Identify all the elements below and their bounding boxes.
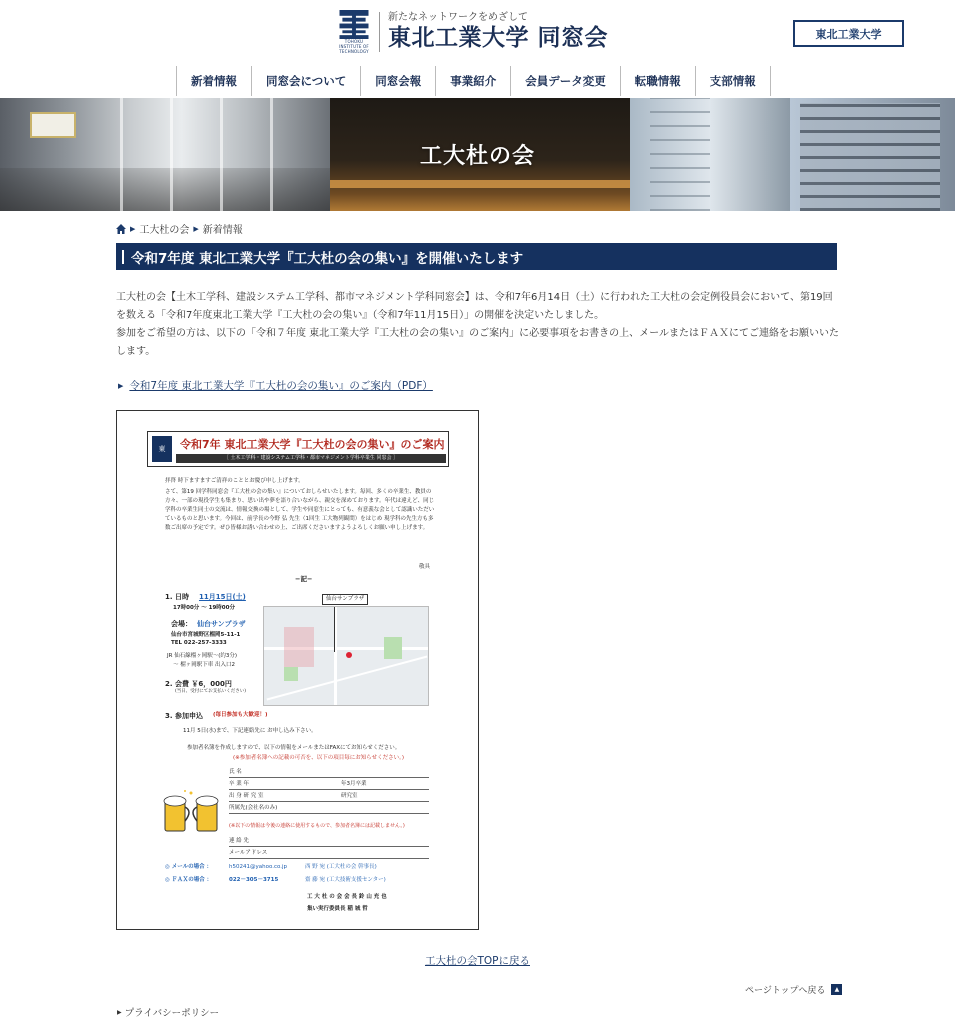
flyer-item1-time: 17時00分 ～ 19時00分	[173, 605, 235, 611]
flyer-access-1: JR 仙石線榴ヶ岡駅～(約3分)	[167, 653, 237, 659]
hero-banner	[0, 98, 955, 211]
page-top-button[interactable]	[745, 983, 842, 996]
nav-item-jobs[interactable]: 転職情報	[620, 66, 695, 96]
flyer-mail-person: 西 野 宛 (工大杜の会 幹事長)	[305, 864, 377, 870]
breadcrumb-arrow-icon: ▶	[130, 224, 136, 233]
arrow-up-icon[interactable]: ▲	[831, 984, 842, 995]
flyer-greeting: 拝啓 時下ますますご清祥のこととお慶び申し上げます。	[165, 478, 304, 484]
flyer-signature-1: 工 大 杜 の 会 会 長 鈴 山 充 也	[307, 894, 387, 900]
breadcrumb-arrow-icon: ▶	[193, 224, 199, 233]
site-logo[interactable]	[333, 10, 608, 54]
map-pin-icon	[346, 652, 352, 658]
flyer-mail-value: h50241@yahoo.co.jp	[229, 864, 288, 870]
flyer-form-row	[229, 778, 429, 790]
pdf-link[interactable]	[118, 378, 433, 393]
university-link-button[interactable]: 東北工業大学	[793, 20, 904, 47]
flyer-fax-value: 022－305－3715	[229, 877, 279, 883]
form-row-label: 出 身 研 究 室	[229, 793, 264, 799]
article-title: 令和7年度 東北工業大学『工大杜の会の集い』を開催いたします	[131, 250, 524, 267]
article-paragraph-1: 工大杜の会【土木工学科、建設システム工学科、都市マネジメント学科同窓会】は、令和7年6月14日（土）に行われた工大杜の会定例役員会において、第19回を数える「令和7年度東北工業大学『工大杜の会の集い』（令和7年11月15日）」の開催を決定いたしました。	[116, 292, 833, 321]
flyer-closing: 敬具	[419, 564, 431, 570]
flyer-item3-red-note: (※参加者名簿への記載の可否を、以下の項目毎にお知らせください。)	[233, 755, 404, 761]
link-arrow-icon: ▶	[118, 381, 124, 390]
flyer-header	[147, 431, 449, 467]
back-to-group-top-link[interactable]: 工大杜の会TOPに戻る	[424, 955, 530, 967]
map-label: 仙台サンプラザ	[322, 594, 368, 605]
form-row-label: 連 絡 先	[229, 838, 249, 844]
flyer-item3-detail: 参加者名簿を作成しますので、以下の情報をメールまたはFAXにてお知らせください。	[187, 745, 401, 751]
flyer-form-row	[229, 766, 429, 778]
flyer-venue-name: 仙台サンプラザ	[197, 620, 246, 628]
privacy-policy-label[interactable]: プライバシーポリシー	[124, 1008, 220, 1019]
logo-divider	[379, 12, 380, 52]
flyer-venue-label: 会場：	[171, 620, 192, 628]
privacy-policy-link[interactable]	[117, 1005, 219, 1019]
nav-item-news[interactable]: 新着情報	[176, 66, 251, 96]
home-icon[interactable]	[116, 224, 126, 234]
logo-text	[388, 12, 608, 52]
article-title-bar	[116, 243, 837, 270]
logo-mark-icon	[333, 10, 375, 54]
beer-mugs-icon	[161, 789, 225, 837]
flyer-body: さて、第19 回学科同窓会『工大杜の会の集い』についておしらせいたします。毎回、多くの卒業生、教員の方々、一部の現役学生も集まり、思い出や夢を語り合いながら、親交を深めております。年代は違えど、同じ学科の卒業生同士の交流は、情報交換の場として、学生や同窓生にとっても、有意義な会として認識いただいているものと思います。今回は、前学長の今野 弘 先生（1回生 工大物列観問）をはじめ 現学科の先生方も多数ご出席の予定です。ぜひ皆様お誘い合わせの上、ご出席くださいますようよろしくお願い申し上げます。	[165, 489, 435, 531]
event-flyer-image	[116, 410, 479, 930]
flyer-ki: −記−	[295, 575, 313, 583]
nav-item-branches[interactable]: 支部情報	[695, 66, 771, 96]
form-row-label: 所属先(会社名のみ)	[229, 805, 278, 811]
flyer-mail-label: ◎ メールの場合 ：	[165, 864, 213, 870]
flyer-note-red: (※以下の情報は今後の連絡に使用するもので、参加者名簿には記載しません。)	[229, 823, 405, 829]
flyer-subheading: ［ 土木工学科・建設システム工学科・都市マネジメント学科卒業生 同窓会 ］	[176, 454, 446, 463]
form-row-value: 研究室	[341, 793, 358, 799]
flyer-item2-label: 2. 会費 ￥6，000円	[165, 680, 232, 688]
flyer-heading: 令和7年 東北工業大学『工大杜の会の集い』のご案内	[180, 438, 445, 451]
global-nav	[176, 66, 771, 96]
flyer-fax-person: 齋 藤 宛 (工大技術支援センター)	[305, 877, 386, 883]
flyer-form-row	[229, 802, 429, 814]
flyer-item2-note: (当日、受付にてお支払いください)	[175, 689, 247, 694]
logo-title: 東北工業大学 同窓会	[388, 25, 609, 51]
flyer-form-row	[229, 835, 429, 847]
logo-small-text: TOHOKU INSTITUTE OF TECHNOLOGY	[339, 39, 369, 54]
title-pipe	[122, 250, 124, 264]
nav-item-bulletin[interactable]: 同窓会報	[360, 66, 435, 96]
flyer-form-table	[229, 766, 429, 859]
link-arrow-icon: ▶	[117, 1008, 122, 1016]
flyer-item1-label: 1. 日時	[165, 593, 189, 601]
pdf-link-text[interactable]: 令和7年度 東北工業大学『工大杜の会の集い』のご案内（PDF）	[129, 380, 433, 392]
page-top-label[interactable]: ページトップへ戻る	[745, 986, 826, 996]
breadcrumb-item-group[interactable]: 工大杜の会	[139, 225, 190, 236]
breadcrumb-item-news[interactable]: 新着情報	[202, 225, 243, 236]
logo-tagline: 新たなネットワークをめざして	[388, 12, 528, 23]
flyer-item1-date: 11月15日(土)	[199, 593, 246, 601]
flyer-item3-label: 3. 参加申込	[165, 712, 203, 720]
form-row-label: メールアドレス	[229, 850, 268, 856]
form-row-value: 年3月卒業	[341, 781, 367, 787]
flyer-logo-icon: 東	[152, 436, 172, 462]
nav-item-projects[interactable]: 事業紹介	[435, 66, 510, 96]
article-paragraph-2: 参加をご希望の方は、以下の「令和７年度 東北工業大学『工大杜の会の集い』のご案内」に必要事項をお書きの上、メールまたはＦＡＸにてご連絡をお願いいたします。	[116, 328, 839, 357]
breadcrumb	[116, 221, 243, 236]
flyer-venue-address: 仙台市宮城野区榴岡5-11-1	[171, 632, 241, 638]
flyer-form-row	[229, 790, 429, 802]
flyer-venue-tel: TEL 022-257-3333	[171, 640, 227, 646]
flyer-form-row	[229, 847, 429, 859]
article-body	[116, 289, 841, 361]
flyer-item3-deadline: 11月 5日(水)まで、下記連絡先に お申し込み下さい。	[183, 728, 317, 734]
flyer-signature-2: 集い実行委員長 稲 城 哲	[307, 906, 368, 912]
back-to-group-top	[0, 953, 955, 968]
nav-item-about[interactable]: 同窓会について	[251, 66, 360, 96]
venue-map	[263, 606, 429, 706]
flyer-access-2: ～ 榴ヶ岡駅下車 出入口2	[173, 662, 235, 668]
form-row-label: 氏 名	[229, 769, 242, 775]
form-row-label: 卒 業 年	[229, 781, 249, 787]
nav-item-member-data[interactable]: 会員データ変更	[510, 66, 620, 96]
flyer-fax-label: ◎ ＦＡＸの場合 ：	[165, 877, 213, 883]
hero-title: 工大杜の会	[419, 144, 535, 169]
site-header	[0, 0, 955, 60]
flyer-item3-note: (毎日参加も大歓迎！)	[213, 712, 268, 718]
